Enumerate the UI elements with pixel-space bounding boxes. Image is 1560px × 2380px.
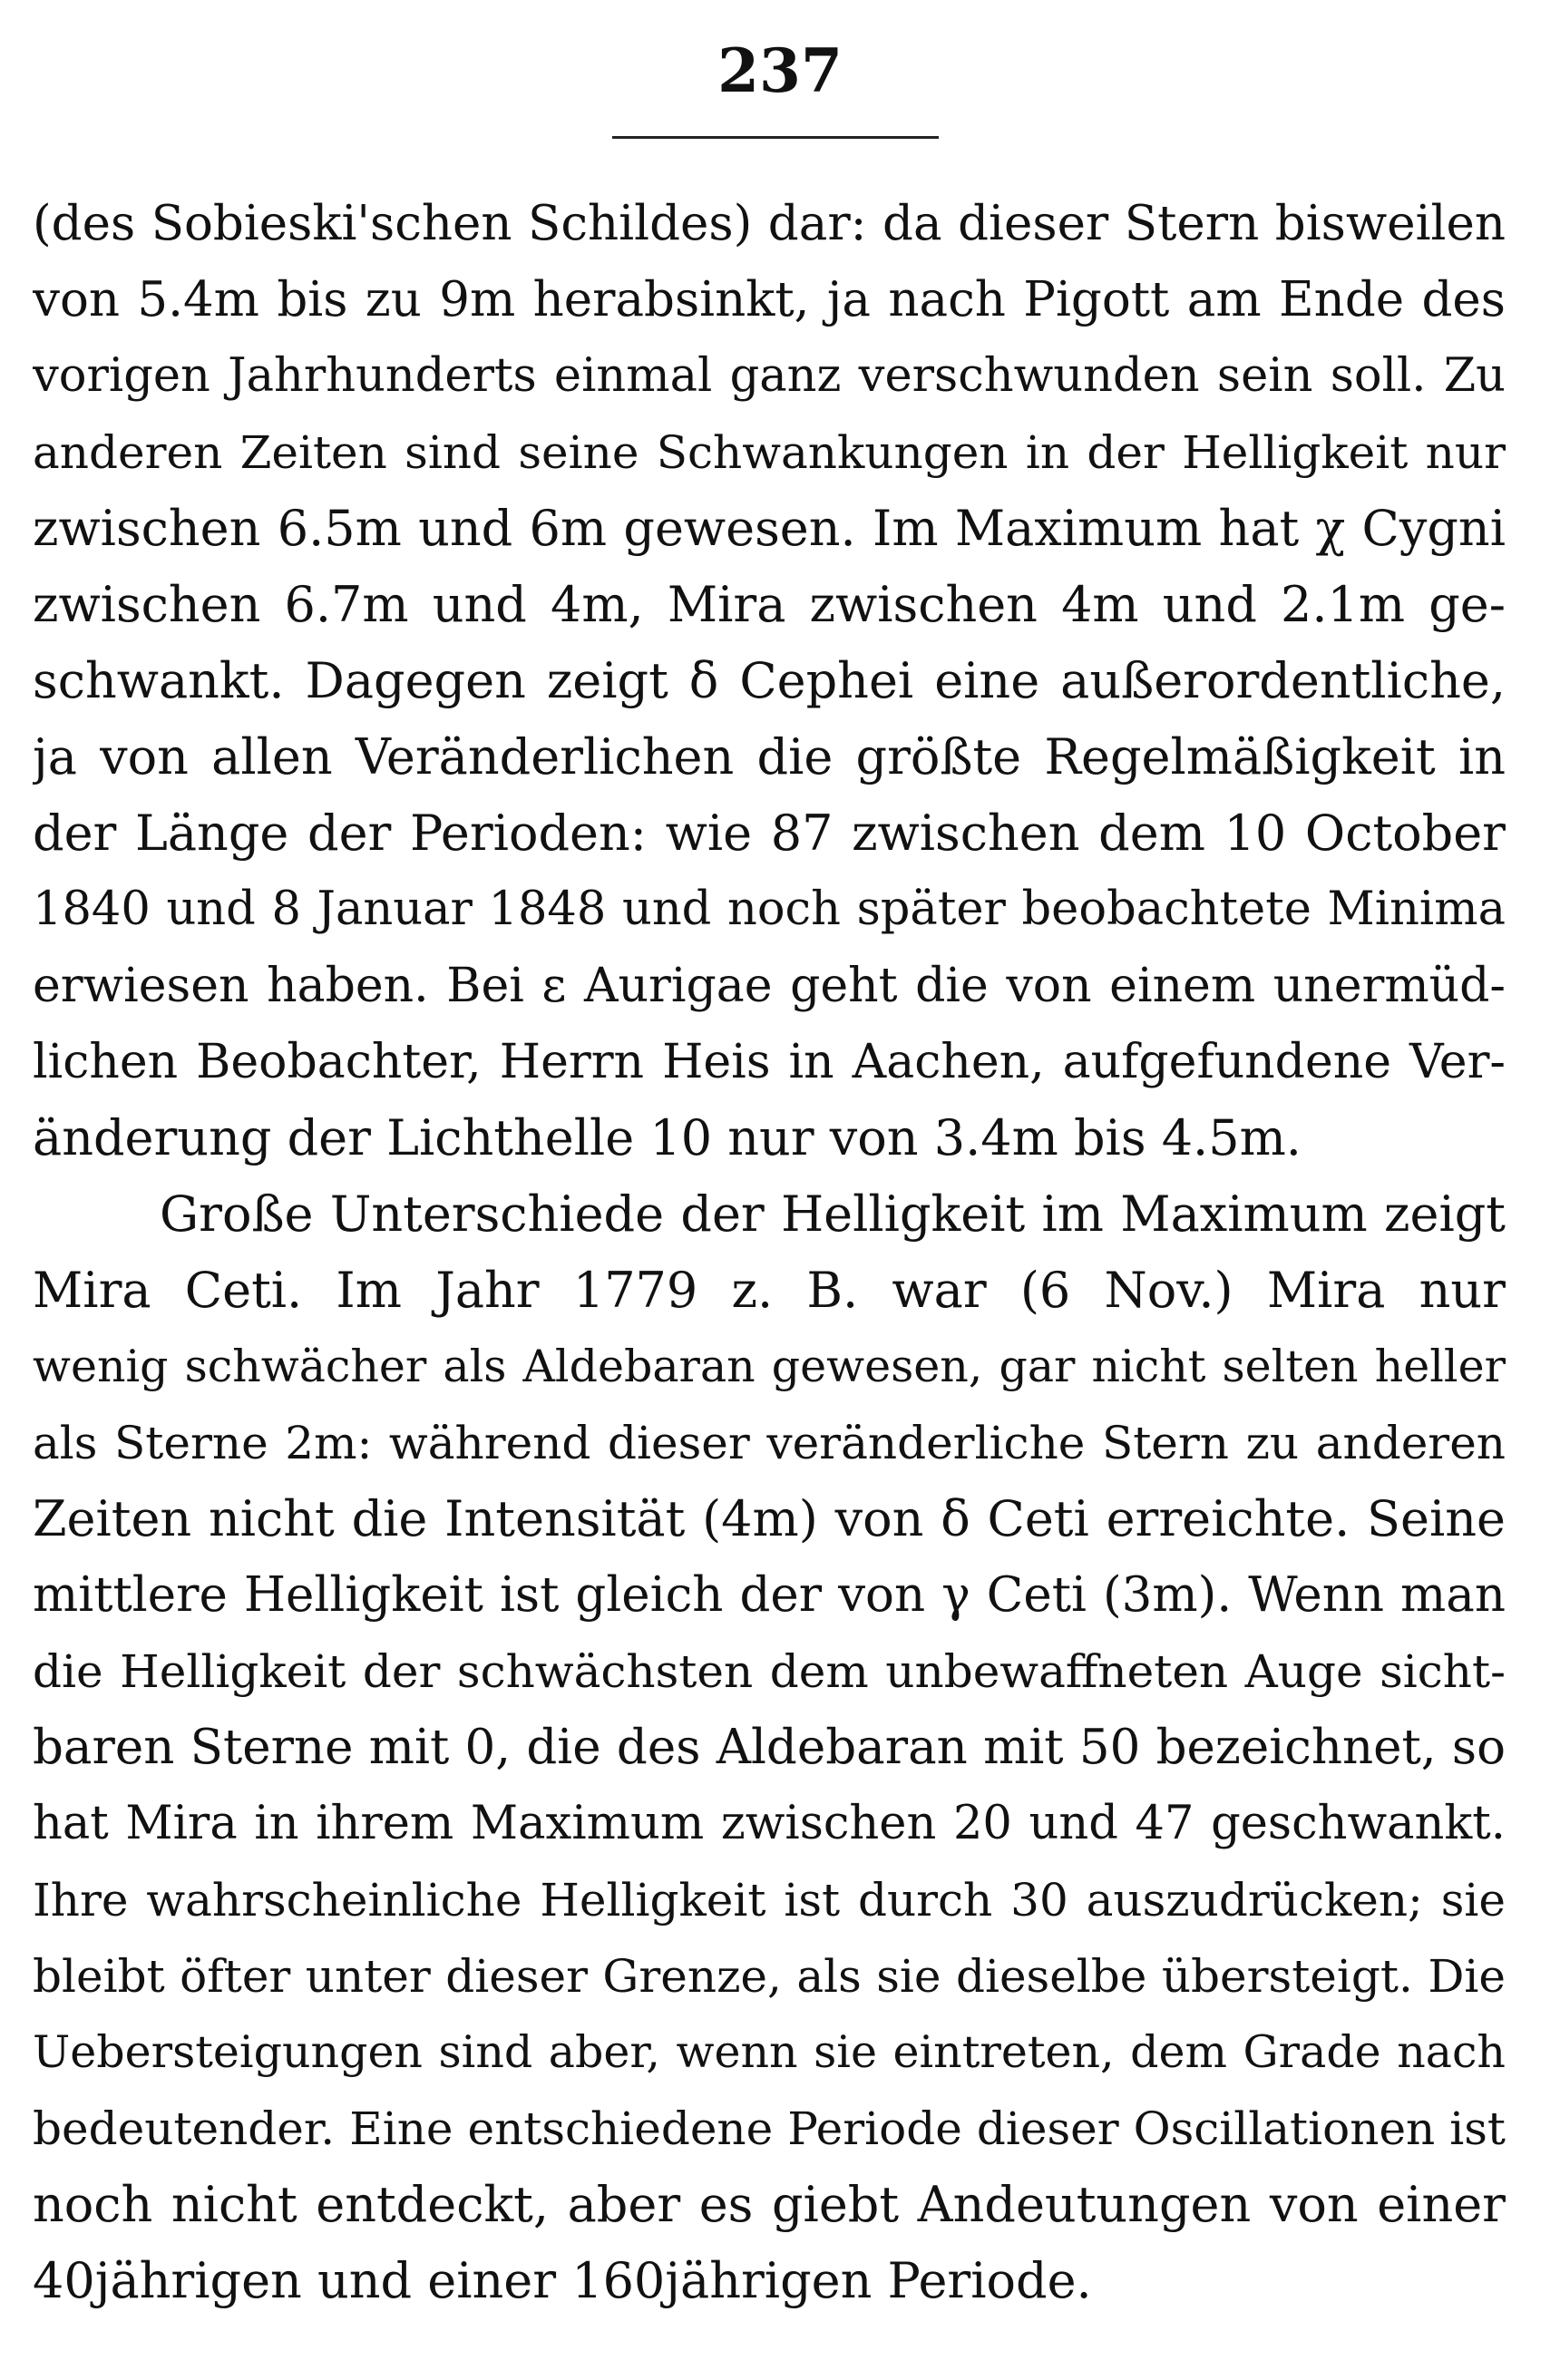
text-line: anderen Zeiten sind seine Schwankungen in der Helligkeit nur [33, 426, 1506, 479]
text-line: bedeutender. Eine entschiedene Periode dieser Oscillationen ist [33, 2102, 1506, 2155]
text-line: zwischen 6.7m und 4m, Mira zwischen 4m und 2.1m ge- [33, 576, 1506, 633]
text-line: erwiesen haben. Bei ε Aurigae geht die von einem unermüd- [33, 959, 1506, 1013]
text-line: bleibt öfter unter dieser Grenze, als sie dieselbe übersteigt. Die [33, 1950, 1506, 2003]
header-rule [612, 136, 939, 139]
text-line: noch nicht entdeckt, aber es giebt Andeutungen von einer [33, 2176, 1506, 2233]
text-line: von 5.4m bis zu 9m herabsinkt, ja nach Pigott am Ende des [33, 272, 1506, 327]
text-line: lichen Beobachter, Herrn Heis in Aachen, aufgefundene Ver- [33, 1035, 1506, 1089]
page-number: 237 [717, 35, 843, 106]
text-line: als Sterne 2m: während dieser veränderliche Stern zu anderen [33, 1417, 1506, 1469]
text-line: Große Unterschiede der Helligkeit im Maximum zeigt [160, 1185, 1506, 1243]
text-line: die Helligkeit der schwächsten dem unbewaffneten Auge sicht- [33, 1645, 1506, 1698]
text-line: schwankt. Dagegen zeigt δ Cephei eine außerordentliche, [33, 652, 1506, 709]
text-line: vorigen Jahrhunderts einmal ganz verschwunden sein soll. Zu [33, 349, 1506, 403]
text-line: Ihre wahrscheinliche Helligkeit ist durch 30 auszudrücken; sie [33, 1874, 1506, 1926]
text-line: wenig schwächer als Aldebaran gewesen, gar nicht selten heller [33, 1341, 1506, 1392]
text-line: 40jährigen und einer 160jährigen Periode. [33, 2252, 1092, 2309]
text-line: zwischen 6.5m und 6m gewesen. Im Maximum hat χ Cygni [33, 500, 1506, 557]
text-line: Zeiten nicht die Intensität (4m) von δ Ceti erreichte. Seine [33, 1490, 1506, 1547]
text-line: baren Sterne mit 0, die des Aldebaran mit 50 bezeichnet, so [33, 1720, 1506, 1775]
text-line: Uebersteigungen sind aber, wenn sie eintreten, dem Grade nach [33, 2026, 1506, 2078]
text-line: ja von allen Veränderlichen die größte Regelmäßigkeit in [33, 728, 1506, 785]
text-line: 1840 und 8 Januar 1848 und noch später beobachtete Minima [33, 883, 1506, 936]
text-line: änderung der Lichthelle 10 nur von 3.4m bis 4.5m. [33, 1109, 1302, 1166]
text-line: hat Mira in ihrem Maximum zwischen 20 und 47 geschwankt. [33, 1797, 1506, 1850]
paragraph [33, 186, 1506, 1176]
text-line: der Länge der Perioden: wie 87 zwischen dem 10 October [33, 805, 1506, 862]
text-line: (des Sobieski'schen Schildes) dar: da dieser Stern bisweilen [33, 196, 1506, 251]
text-line: mittlere Helligkeit ist gleich der von γ Ceti (3m). Wenn man [33, 1567, 1506, 1623]
text-line: Mira Ceti. Im Jahr 1779 z. B. war (6 Nov.) Mira nur [33, 1262, 1506, 1319]
paragraph [33, 1176, 1506, 2319]
body-text [33, 186, 1506, 2319]
